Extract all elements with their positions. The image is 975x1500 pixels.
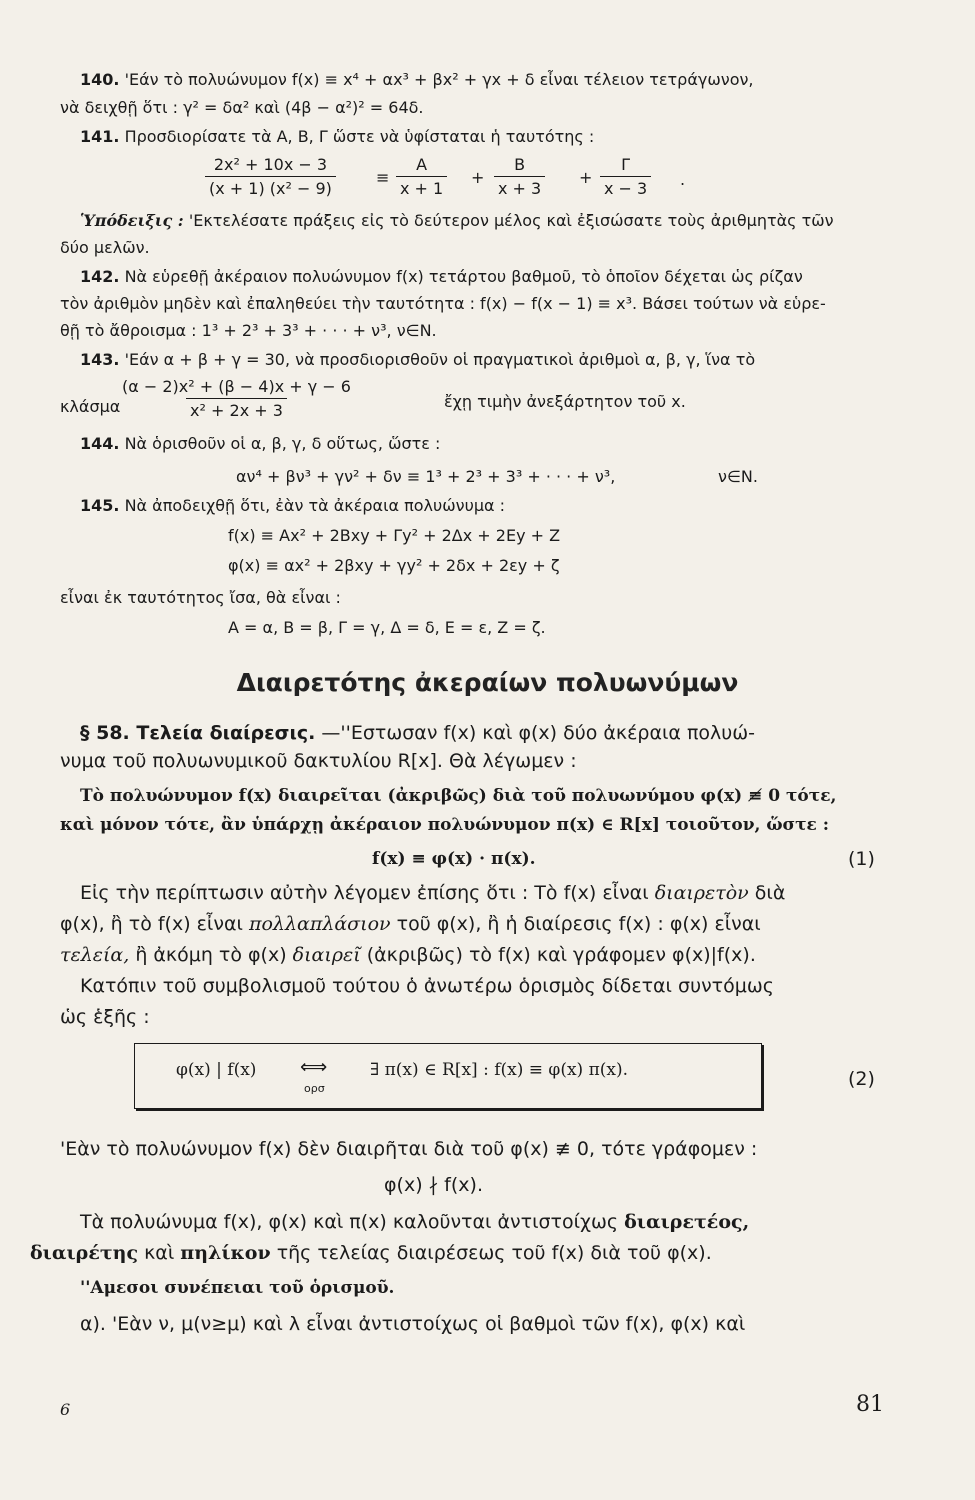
fraction-c	[600, 155, 651, 198]
definition-equation: f(x) ≡ φ(x) · π(x).	[372, 849, 536, 869]
hint-label: Ὑπόδειξις :	[80, 211, 184, 230]
page-number: 81	[856, 1392, 884, 1417]
exercise-144-number: 144.	[80, 434, 120, 453]
paragraph-4-line2	[30, 1242, 712, 1264]
box-lhs: φ(x) | f(x)	[176, 1060, 257, 1080]
exercise-145-text: Νὰ ἀποδειχθῇ ὅτι, ἐὰν τὰ ἀκέραια πολυώνυμα :	[124, 496, 506, 515]
exercise-145-number: 145.	[80, 496, 120, 515]
exercise-141-line1	[80, 127, 594, 146]
italic-term: τελεία,	[60, 944, 130, 966]
equation-number-2: (2)	[848, 1068, 875, 1090]
exercise-140-line2: νὰ δειχθῇ ὅτι : γ² = δα² καὶ (4β − α²)² = 64δ.	[60, 98, 424, 117]
s58-label: § 58. Τελεία διαίρεσις.	[80, 722, 316, 744]
exercise-142-line2: τὸν ἀριθμὸν μηδὲν καὶ ἐπαληθεύει τὴν ταυτότητα : f(x) − f(x − 1) ≡ x³. Βάσει τούτων νὰ εὑρε-	[60, 294, 826, 313]
arrow-subscript: ορσ	[304, 1082, 325, 1095]
consequence-item-a: α). 'Εὰν ν, μ(ν≥μ) καὶ λ εἶναι ἀντιστοίχως οἱ βαθμοὶ τῶν f(x), φ(x) καὶ	[80, 1313, 746, 1335]
exercise-143-tail: ἔχῃ τιμὴν ἀνεξάρτητον τοῦ x.	[444, 392, 686, 411]
fraction-denominator: x² + 2x + 3	[186, 398, 287, 420]
italic-term: διαιρετὸν	[654, 882, 749, 904]
italic-term: διαιρεῖ	[292, 944, 361, 966]
exercise-144-text: Νὰ ὁρισθοῦν οἱ α, β, γ, δ οὕτως, ὥστε :	[124, 434, 441, 453]
signature-mark: 6	[60, 1400, 71, 1419]
exercise-141-hint	[80, 211, 834, 230]
text: Τὰ πολυώνυμα f(x), φ(x) καὶ π(x) καλοῦνται ἀντιστοίχως	[80, 1211, 619, 1233]
s58-intro: —''Εστωσαν f(x) καὶ φ(x) δύο ἀκέραια πολυώ-	[321, 722, 756, 744]
paragraph-1-line3	[60, 944, 756, 966]
equation-number-1: (1)	[848, 848, 875, 870]
exercise-140-text: 'Εάν τὸ πολυώνυμον f(x) ≡ x⁴ + αx³ + βx² + γx + δ εἶναι τέλειον τετράγωνον,	[124, 70, 754, 89]
klasma-label: κλάσμα	[60, 397, 121, 416]
fraction-a-numerator: A	[416, 155, 428, 174]
fraction-b-denominator: x + 3	[494, 176, 545, 198]
fraction-c-denominator: x − 3	[600, 176, 651, 198]
exercise-141-main-fraction	[205, 155, 336, 198]
fraction-c-numerator: Γ	[621, 155, 631, 174]
not-divides-equation: φ(x) ∤ f(x).	[384, 1174, 483, 1196]
definition-line2: καὶ μόνον τότε, ἂν ὑπάρχῃ ἀκέραιον πολυώνυμον π(x) ∈ R[x] τοιοῦτον, ὥστε :	[60, 815, 830, 835]
exercise-145-line2: εἶναι ἐκ ταυτότητος ἴσα, θὰ εἶναι :	[60, 588, 341, 607]
paragraph-2-line1: Κατόπιν τοῦ συμβολισμοῦ τούτου ὁ ἀνωτέρω ὁρισμὸς δίδεται συντόμως	[80, 975, 774, 997]
exercise-140-number: 140.	[80, 70, 120, 89]
exercise-140-line1	[80, 70, 754, 89]
plus-sign: +	[579, 168, 593, 187]
exercise-143-fraction	[118, 377, 355, 420]
exercise-142-line1	[80, 267, 803, 286]
exercise-145-eq-f: f(x) ≡ Ax² + 2Bxy + Γy² + 2Δx + 2Ey + Z	[228, 526, 561, 545]
italic-term: πολλαπλάσιον	[248, 913, 391, 935]
exercise-142-line3: θῇ τὸ ἄθροισμα : 1³ + 2³ + 3³ + · · · + ν³, ν∈N.	[60, 321, 437, 340]
definition-line1: Τὸ πολυώνυμον f(x) διαιρεῖται (ἀκριβῶς) διὰ τοῦ πολυωνύμου φ(x) ≢ 0 τότε,	[80, 786, 837, 806]
s58-line1	[80, 722, 755, 744]
text: διὰ	[754, 882, 786, 904]
text: (ἀκριβῶς) τὸ f(x) καὶ γράφομεν φ(x)|f(x).	[366, 944, 756, 966]
exercise-145-line1	[80, 496, 505, 515]
consequences-heading: ''Αμεσοι συνέπειαι τοῦ ὁρισμοῦ.	[80, 1278, 395, 1298]
fraction-a	[396, 155, 447, 198]
bold-term: διαιρέτης	[30, 1242, 139, 1264]
text: τοῦ φ(x), ἢ ἡ διαίρεσις f(x) : φ(x) εἶναι	[396, 913, 761, 935]
fraction-b-numerator: B	[514, 155, 526, 174]
exercise-143-line1	[80, 350, 755, 369]
paragraph-2-line2: ὡς ἑξῆς :	[60, 1006, 150, 1028]
fraction-numerator: (α − 2)x² + (β − 4)x + γ − 6	[122, 377, 351, 396]
equivalence-arrow: ⟺	[300, 1056, 328, 1078]
paragraph-4-line1	[80, 1211, 749, 1233]
text: τῆς τελείας διαιρέσεως τοῦ f(x) διὰ τοῦ φ(x).	[276, 1242, 712, 1264]
paragraph-1-line1	[80, 882, 785, 904]
exercise-144-line1	[80, 434, 440, 453]
period: .	[680, 170, 686, 189]
text: καὶ	[144, 1242, 175, 1264]
plus-sign: +	[471, 168, 485, 187]
identity-sign: ≡	[376, 168, 390, 187]
fraction-denominator: (x + 1) (x² − 9)	[205, 176, 336, 198]
exercise-141-text: Προσδιορίσατε τὰ Α, Β, Γ ὥστε νὰ ὑφίσταται ἡ ταυτότης :	[124, 127, 595, 146]
exercise-141-number: 141.	[80, 127, 120, 146]
exercise-145-eq-phi: φ(x) ≡ αx² + 2βxy + γy² + 2δx + 2εy + ζ	[228, 556, 560, 575]
exercise-142-number: 142.	[80, 267, 120, 286]
s58-line2: νυμα τοῦ πολυωνυμικοῦ δακτυλίου R[x]. Θὰ λέγωμεν :	[60, 750, 577, 772]
bold-term: διαιρετέος,	[624, 1211, 750, 1233]
text: ἢ ἀκόμη τὸ φ(x)	[135, 944, 287, 966]
paragraph-1-line2	[60, 913, 761, 935]
exercise-144-equation: αν⁴ + βν³ + γν² + δν ≡ 1³ + 2³ + 3³ + · · · + ν³,	[236, 467, 616, 486]
exercise-142-text: Νὰ εὑρεθῇ ἀκέραιον πολυώνυμον f(x) τετάρτου βαθμοῦ, τὸ ὁποῖον δέχεται ὡς ρίζαν	[124, 267, 803, 286]
exercise-143-number: 143.	[80, 350, 120, 369]
bold-term: πηλίκον	[180, 1242, 271, 1264]
exercise-143-text: 'Εάν α + β + γ = 30, νὰ προσδιορισθοῦν οἱ πραγματικοὶ ἀριθμοὶ α, β, γ, ἵνα τὸ	[124, 350, 756, 369]
hint-text: 'Εκτελέσατε πράξεις εἰς τὸ δεύτερον μέλος καὶ ἐξισώσατε τοὺς ἀριθμητὰς τῶν	[188, 211, 834, 230]
text: φ(x), ἢ τὸ f(x) εἶναι	[60, 913, 243, 935]
hint-line2: δύο μελῶν.	[60, 238, 150, 257]
exercise-145-conclusion: A = α, B = β, Γ = γ, Δ = δ, E = ε, Z = ζ.	[228, 618, 546, 637]
text: Εἰς τὴν περίπτωσιν αὐτὴν λέγομεν ἐπίσης ὅτι : Τὸ f(x) εἶναι	[80, 882, 649, 904]
box-rhs: ∃ π(x) ∈ R[x] : f(x) ≡ φ(x) π(x).	[370, 1060, 629, 1080]
exercise-144-condition: ν∈N.	[718, 467, 758, 486]
paragraph-3: 'Εὰν τὸ πολυώνυμον f(x) δὲν διαιρῆται διὰ τοῦ φ(x) ≢ 0, τότε γράφομεν :	[60, 1138, 758, 1160]
fraction-b	[494, 155, 545, 198]
section-title: Διαιρετότης ἀκεραίων πολυωνύμων	[236, 668, 739, 697]
fraction-numerator: 2x² + 10x − 3	[213, 155, 328, 174]
fraction-a-denominator: x + 1	[396, 176, 447, 198]
